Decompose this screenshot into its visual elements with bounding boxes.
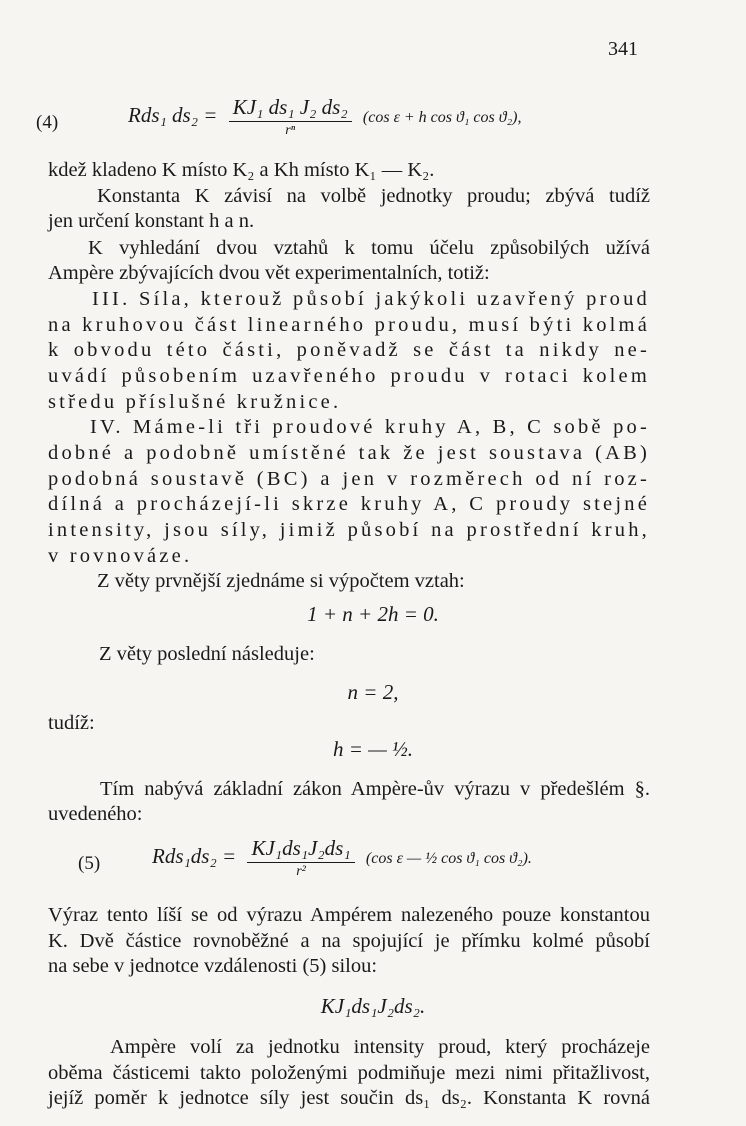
text-line: na kruhovou část linearného proudu, musí býti kolmá bbox=[48, 314, 650, 336]
equation-d: KJ₁ds₁J₂ds₂. bbox=[320, 994, 426, 1018]
equation-5 bbox=[152, 836, 532, 880]
text-line: Ampère zbývajících dvou vět experimentalních, totiž: bbox=[48, 262, 490, 284]
text-line: Ampère volí za jednotku intensity proud, který procházeje bbox=[110, 1036, 650, 1058]
text-line: uvádí působením uzavřeného proudu v rotaci kolem bbox=[48, 365, 650, 387]
text-line: středu příslušné kružnice. bbox=[48, 391, 342, 413]
equation-4-denominator: rⁿ bbox=[285, 123, 296, 138]
text-line: intensity, jsou síly, jimiž působí na prostřední kruh, bbox=[48, 519, 650, 541]
equation-4-rhs: (cos ε + h cos ϑ₁ cos ϑ₂), bbox=[362, 108, 522, 126]
text-line: v rovnováze. bbox=[48, 545, 193, 567]
text-line: III. Síla, kterouž působí jakýkoli uzavřený proud bbox=[92, 288, 650, 310]
equation-4-lhs: Rds₁ ds₂ = bbox=[128, 102, 218, 127]
equation-5-lhs: Rds₁ds₂ = bbox=[152, 843, 237, 868]
equation-5-tag: (5) bbox=[78, 853, 101, 874]
text-line: Z věty prvnější zjednáme si výpočtem vztah: bbox=[97, 570, 465, 592]
text-line: kdež kladeno K místo K₂ a Kh místo K₁ — K₂. bbox=[48, 159, 435, 181]
equation-4 bbox=[128, 95, 521, 139]
equation-4-tag: (4) bbox=[36, 112, 59, 133]
text-line: k obvodu této části, poněvadž se část ta nikdy ne- bbox=[48, 339, 650, 361]
text-line: K. Dvě částice rovnoběžné a na spojující je přímku kolmé působí bbox=[48, 930, 650, 952]
text-line: Výraz tento líší se od výrazu Ampérem nalezeného pouze konstantou bbox=[48, 904, 650, 926]
text-line: jen určení konstant h a n. bbox=[48, 210, 255, 232]
text-line: Z věty poslední následuje: bbox=[99, 643, 315, 665]
text-line: tudíž: bbox=[48, 712, 95, 734]
text-line: dobné a podobně umístěné tak že jest soustava (AB) bbox=[48, 442, 650, 464]
text-line: dílná a procházejí-li skrze kruhy A, C proudy stejné bbox=[48, 493, 650, 515]
equation-c: h = — ½. bbox=[332, 737, 414, 761]
text-line: podobná soustavě (BC) a jen v rozměrech od ní roz- bbox=[48, 468, 650, 490]
equation-5-fraction bbox=[247, 836, 354, 880]
equation-5-rhs: (cos ε — ½ cos ϑ₁ cos ϑ₂). bbox=[365, 849, 532, 867]
equation-b: n = 2, bbox=[347, 680, 399, 704]
equation-4-fraction bbox=[229, 95, 352, 139]
text-line: IV. Máme-li tři proudové kruhy A, B, C sobě po- bbox=[90, 416, 650, 438]
text-line: na sebe v jednotce vzdálenosti (5) silou: bbox=[48, 955, 378, 977]
equation-5-denominator: r² bbox=[296, 864, 306, 879]
equation-4-numerator: KJ₁ ds₁ J₂ ds₂ bbox=[229, 95, 352, 122]
text-line: oběma částicemi takto položenými podmiňuje mezi nimi přitažlivost, bbox=[48, 1062, 650, 1084]
text-line: K vyhledání dvou vztahů k tomu účelu způsobilých užívá bbox=[88, 237, 650, 259]
text-line: Tím nabývá základní zákon Ampère-ův výrazu v předešlém §. bbox=[100, 778, 650, 800]
equation-5-numerator: KJ₁ds₁J₂ds₁ bbox=[247, 836, 354, 863]
equation-a: 1 + n + 2h = 0. bbox=[307, 602, 439, 626]
page-number: 341 bbox=[608, 38, 638, 60]
text-line: uvedeného: bbox=[48, 803, 143, 825]
text-line: Konstanta K závisí na volbě jednotky proudu; zbývá tudíž bbox=[97, 185, 650, 207]
text-line: jejíž poměr k jednotce síly jest součin ds₁ ds₂. Konstanta K rovná bbox=[48, 1087, 650, 1109]
